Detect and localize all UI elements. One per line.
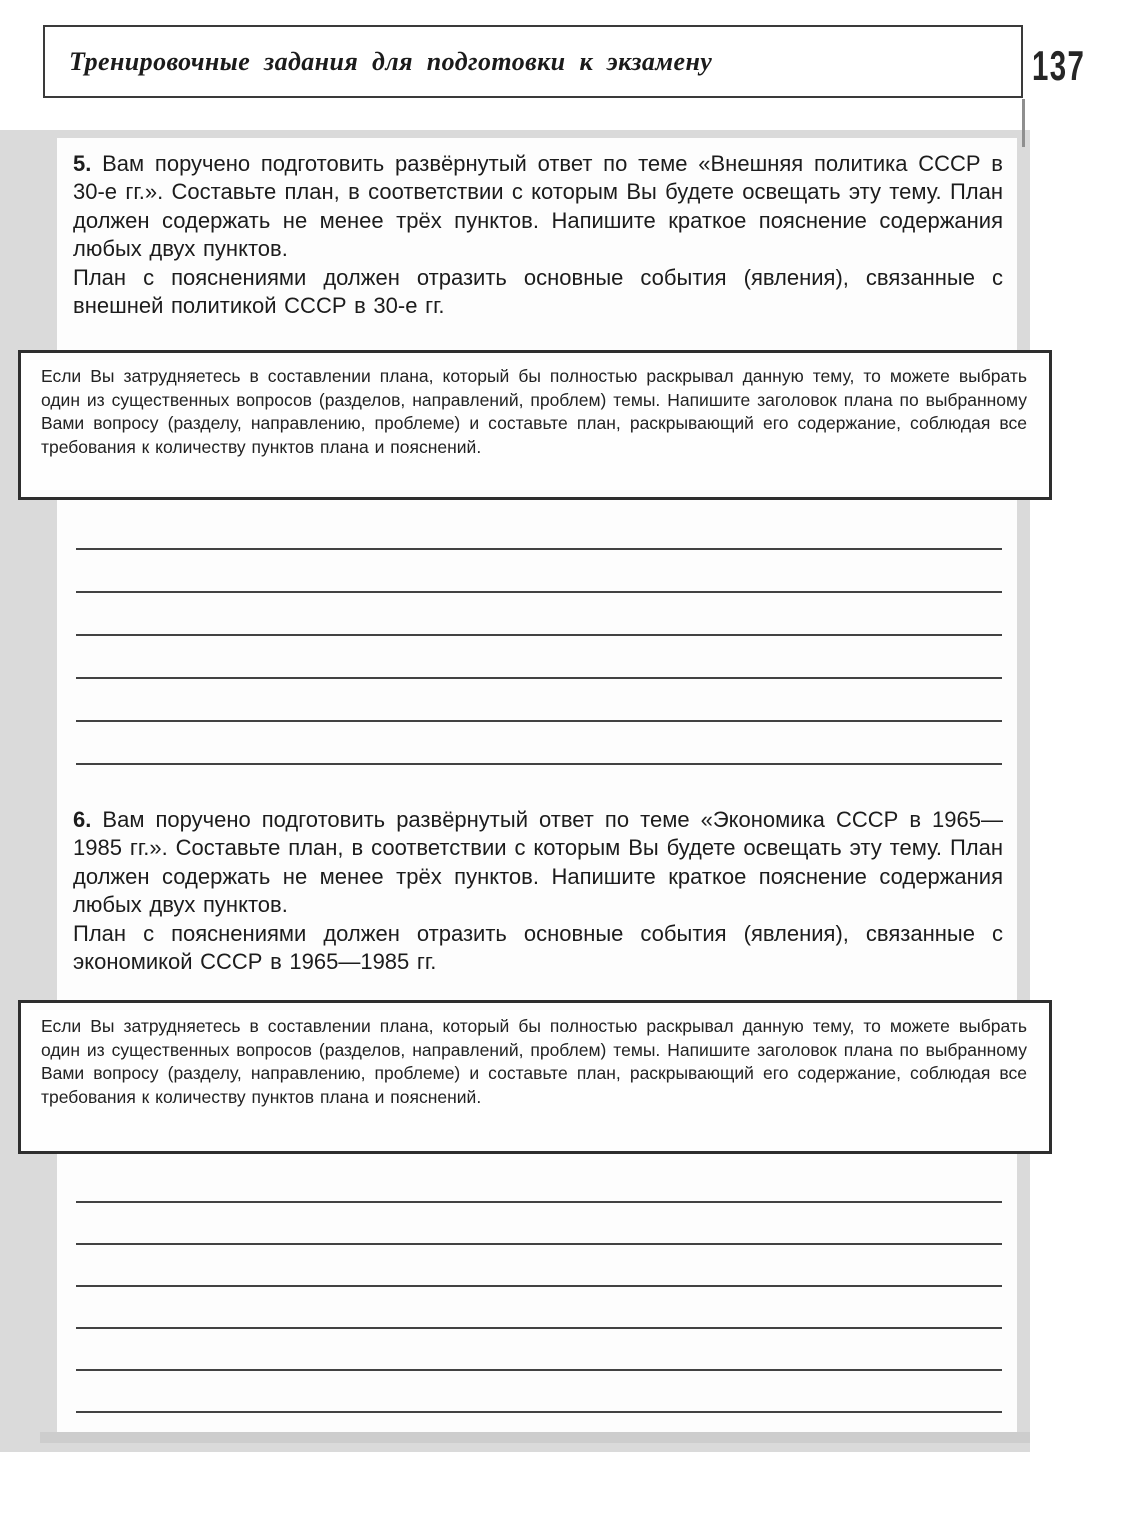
writing-line <box>76 1285 1002 1287</box>
task-5-body: Вам поручено подготовить развёрнутый ответ по теме «Внешняя политика СССР в 30-е гг.». Составьте план, в соответствии с которым Вы будете освещать эту тему. План должен содержать не менее трёх пунктов. Напишите краткое пояснение содержания любых двух пунктов. <box>73 151 1003 262</box>
running-head <box>43 25 1023 98</box>
task-5 <box>73 150 1003 320</box>
writing-line <box>76 677 1002 679</box>
writing-line <box>76 1201 1002 1203</box>
writing-line <box>76 634 1002 636</box>
writing-line <box>76 1327 1002 1329</box>
writing-line <box>76 591 1002 593</box>
writing-line <box>76 548 1002 550</box>
task-5-statement <box>73 150 1003 264</box>
task-5-number: 5. <box>73 151 92 176</box>
hint-box-1 <box>18 350 1052 500</box>
writing-line <box>76 1411 1002 1413</box>
page-right-edge <box>1022 99 1025 147</box>
writing-line <box>76 1243 1002 1245</box>
hint-box-2 <box>18 1000 1052 1154</box>
chapter-title: Тренировочные задания для подготовки к экзамену <box>69 46 713 76</box>
task-6-statement <box>73 806 1003 920</box>
task-6-note: План с пояснениями должен отразить основные события (явления), связанные с экономикой СССР в 1965—1985 гг. <box>73 920 1003 975</box>
task-6-body: Вам поручено подготовить развёрнутый ответ по теме «Экономика СССР в 1965—1985 гг.». Составьте план, в соответствии с которым Вы будете освещать эту тему. План должен содержать не менее трёх пунктов. Напишите краткое пояснение содержания любых двух пунктов. <box>73 807 1004 918</box>
hint-box-1-text: Если Вы затрудняетесь в составлении плана, который бы полностью раскрывал данную тему, то можете выбрать один из существенных вопросов (разделов, направлений, проблем) темы. Напишите заголовок плана по выбранному Вами вопросу (разделу, направлению, проблеме) и составьте план, раскрывающий его содержание, соблюдая все требования к количеству пунктов плана и пояснений. <box>41 366 1027 457</box>
task-6 <box>73 806 1003 976</box>
task-6-number: 6. <box>73 807 92 832</box>
writing-line <box>76 763 1002 765</box>
task-5-note: План с пояснениями должен отразить основные события (явления), связанные с внешней политикой СССР в 30-е гг. <box>73 264 1003 319</box>
writing-line <box>76 720 1002 722</box>
hint-box-2-text: Если Вы затрудняетесь в составлении плана, который бы полностью раскрывал данную тему, то можете выбрать один из существенных вопросов (разделов, направлений, проблем) темы. Напишите заголовок плана по выбранному Вами вопросу (разделу, направлению, проблеме) и составьте план, раскрывающий его содержание, соблюдая все требования к количеству пунктов плана и пояснений. <box>41 1016 1027 1107</box>
page-bottom-shadow <box>40 1432 1030 1443</box>
writing-line <box>76 1369 1002 1371</box>
content-area <box>57 138 1017 1432</box>
page-number: 137 <box>1032 42 1086 89</box>
